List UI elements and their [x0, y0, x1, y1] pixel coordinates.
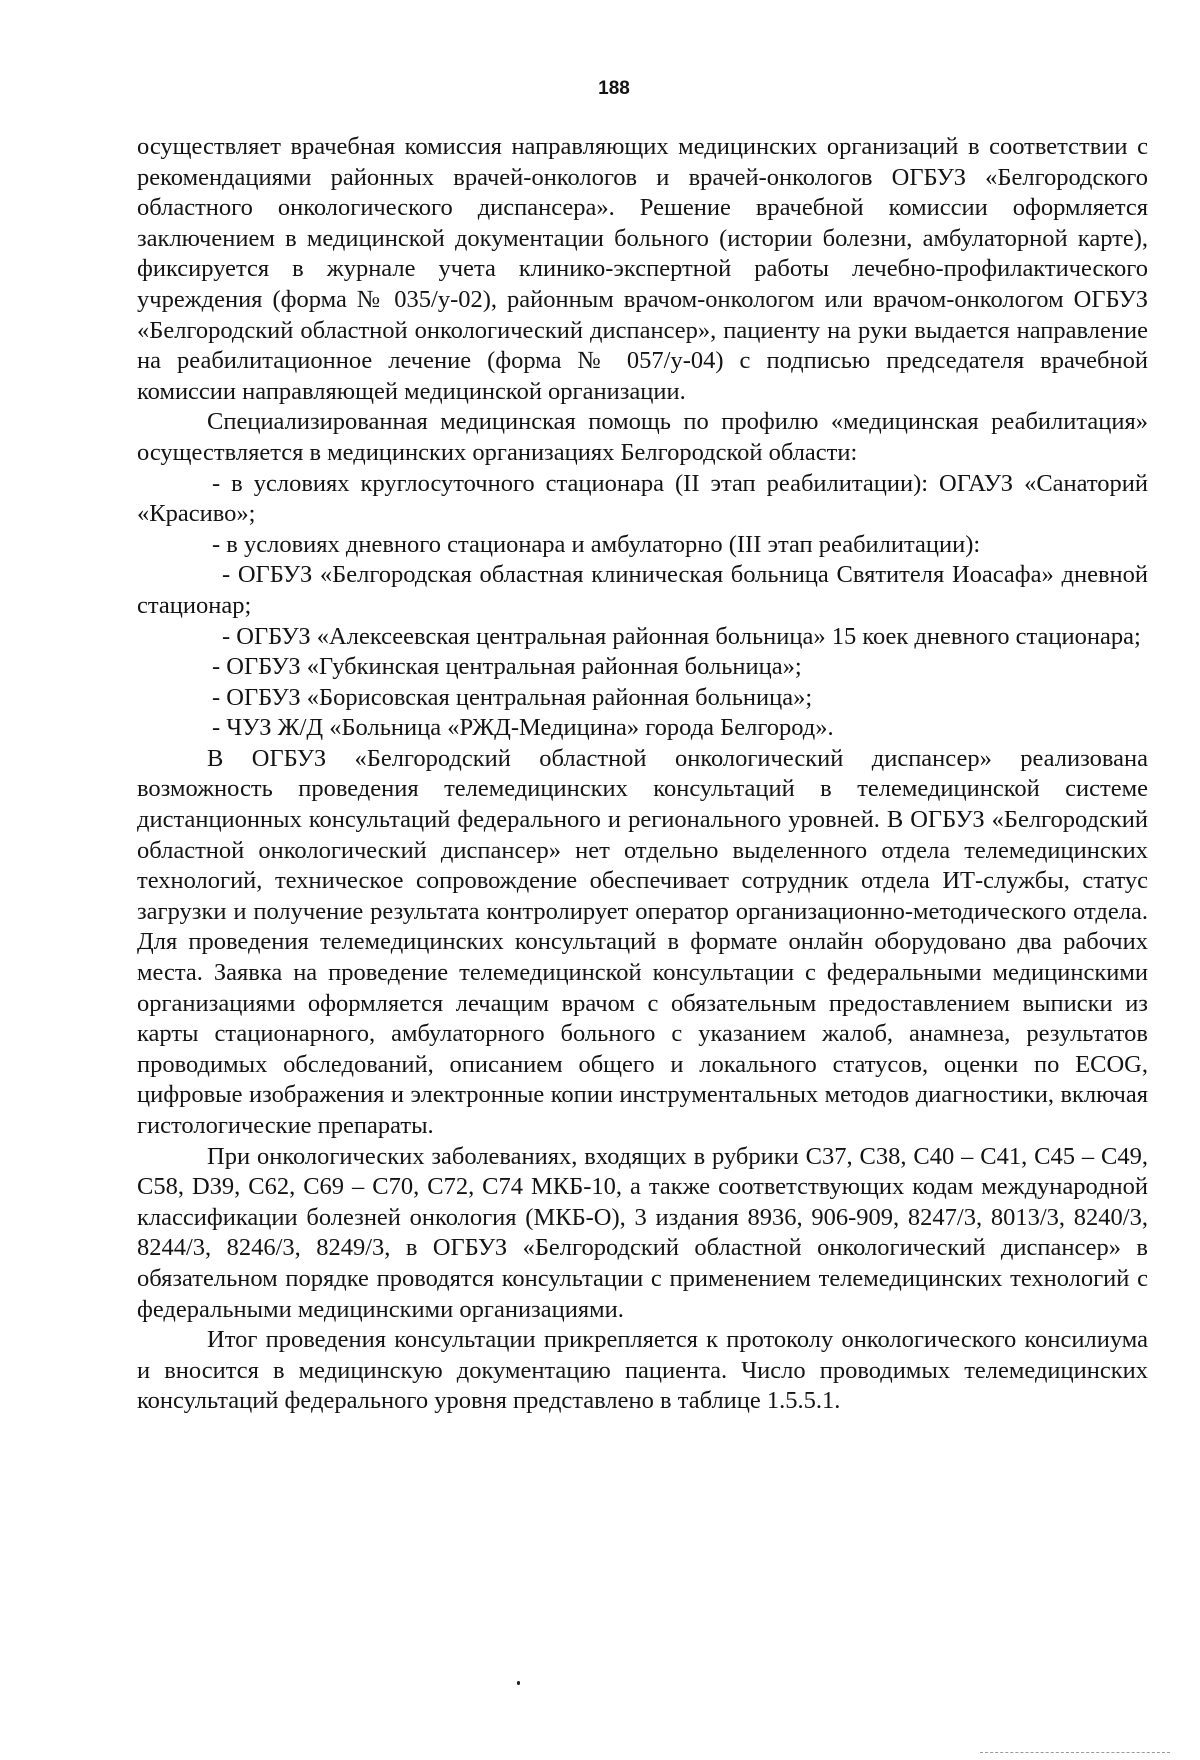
paragraph-icd-codes: При онкологических заболеваниях, входящих в рубрики C37, C38, C40 – C41, C45 – C49, C58, D39, C62, C69 – C70, C72, C74 МКБ-10, а также соответствующих кодам международной классификации болезней онкология (МКБ-О), 3 издания 8936, 906-909, 8247/3, 8013/3, 8240/3, 8244/3, 8246/3, 8249/3, в ОГБУЗ «Белгородский областной онкологический диспансер» в обязательном порядке проводятся консультации с применением телемедицинских технологий с федеральными медицинскими организациями.: [137, 1142, 1148, 1323]
page-number: 188: [598, 78, 630, 99]
list-item-stage-2: - в условиях круглосуточного стационара (II этап реабилитации): ОГАУЗ «Санаторий «Красиво»;: [137, 469, 1148, 528]
list-item-stage-3: - в условиях дневного стационара и амбулаторно (III этап реабилитации):: [212, 530, 981, 558]
paragraph-telemedicine: В ОГБУЗ «Белгородский областной онкологический диспансер» реализована возможность проведения телемедицинских консультаций в телемедицинской системе дистанционных консультаций федерального и регионального уровней. В ОГБУЗ «Белгородский областной онкологический диспансер» нет отдельно выделенного отдела телемедицинских технологий, техническое сопровождение обеспечивает сотрудник отдела ИТ-службы, статус загрузки и получение результата контролирует оператор организационно-методического отдела. Для проведения телемедицинских консультаций в формате онлайн оборудовано два рабочих места. Заявка на проведение телемедицинской консультации с федеральными медицинскими организациями оформляется лечащим врачом с обязательным предоставлением выписки из карты стационарного, амбулаторного больного с указанием жалоб, анамнеза, результатов проводимых обследований, описанием общего и локального статусов, оценки по ECOG, цифровые изображения и электронные копии инструментальных методов диагностики, включая гистологические препараты.: [137, 744, 1148, 1139]
paragraph-consultation-result: Итог проведения консультации прикрепляется к протоколу онкологического консилиума и вносится в медицинскую документацию пациента. Число проводимых телемедицинских консультаций федерального уровня представлено в таблице 1.5.5.1.: [137, 1326, 1148, 1415]
scan-edge-line: [980, 1752, 1170, 1754]
list-item-alekseevka-hospital: - ОГБУЗ «Алексеевская центральная районная больница» 15 коек дневного стационара;: [222, 622, 1141, 650]
list-item-gubkin-hospital: - ОГБУЗ «Губкинская центральная районная больница»;: [212, 653, 802, 681]
list-item-belgorod-hospital: - ОГБУЗ «Белгородская областная клиническая больница Святителя Иоасафа» дневной стационар;: [137, 561, 1148, 619]
scan-dot: [517, 1681, 520, 1685]
paragraph-commission: осуществляет врачебная комиссия направляющих медицинских организаций в соответствии с рекомендациями районных врачей-онкологов и врачей-онкологов ОГБУЗ «Белгородского областного онкологического диспансера». Решение врачебной комиссии оформляется заключением в медицинской документации больного (истории болезни, амбулаторной карте), фиксируется в журнале учета клинико-экспертной работы лечебно-профилактического учреждения (форма № 035/у-02), районным врачом-онкологом или врачом-онкологом ОГБУЗ «Белгородский областной онкологический диспансер», пациенту на руки выдается направление на реабилитационное лечение (форма № 057/у-04) с подписью председателя врачебной комиссии направляющей медицинской организации.: [137, 133, 1148, 405]
list-item-borisovka-hospital: - ОГБУЗ «Борисовская центральная районная больница»;: [212, 683, 813, 711]
paragraph-rehabilitation-intro: Специализированная медицинская помощь по профилю «медицинская реабилитация» осуществляется в медицинских организациях Белгородской области:: [137, 408, 1148, 466]
document-body: [137, 132, 1148, 1417]
list-item-rzd-hospital: - ЧУЗ Ж/Д «Больница «РЖД-Медицина» города Белгород».: [212, 714, 834, 742]
